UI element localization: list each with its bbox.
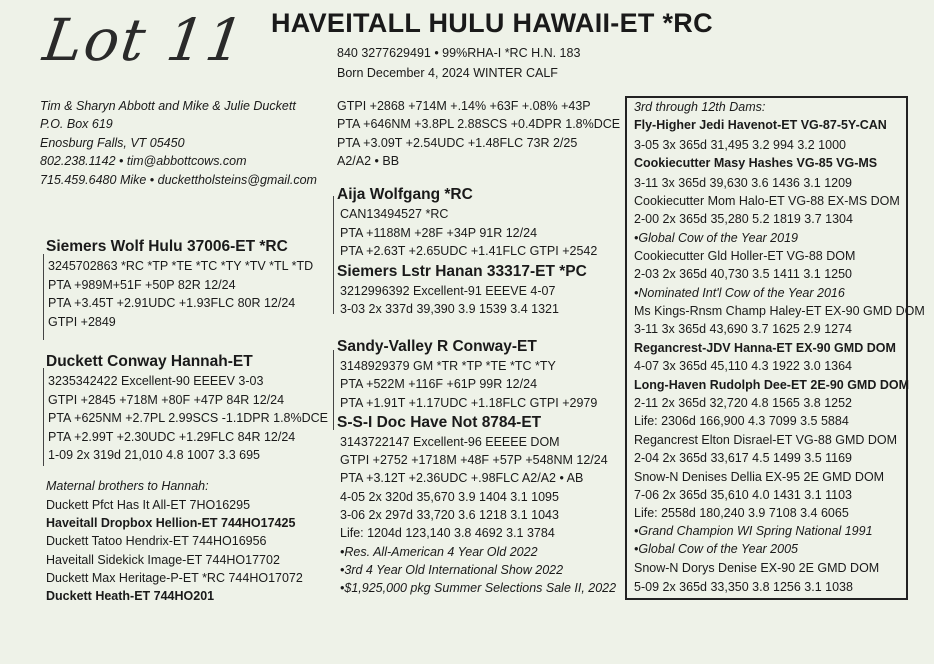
dam-line: 1-09 2x 319d 21,010 4.8 1007 3.3 695	[48, 448, 260, 462]
dam-dam-line: 4-05 2x 320d 35,670 3.9 1404 3.1 1095	[340, 490, 559, 504]
genomic-line: PTA +646NM +3.8PL 2.88SCS +0.4DPR 1.8%DCE	[337, 117, 621, 131]
birth-line: Born December 4, 2024 WINTER CALF	[337, 66, 558, 80]
dams-box-line: Regancrest-JDV Hanna-ET EX-90 GMD DOM	[634, 341, 896, 355]
dam-name: Duckett Conway Hannah-ET	[46, 353, 253, 370]
maternal-brother-item: Duckett Pfct Has It All-ET 7HO16295	[46, 498, 251, 512]
genomic-line: PTA +3.09T +2.54UDC +1.48FLC 73R 2/25	[337, 136, 578, 150]
dams-box-note: •Global Cow of the Year 2019	[634, 231, 798, 245]
dam-line: PTA +2.99T +2.30UDC +1.29FLC 84R 12/24	[48, 430, 296, 444]
sire-sire-name: Aija Wolfgang *RC	[337, 186, 473, 203]
registration-line: 840 3277629491 • 99%RHA-I *RC H.N. 183	[337, 46, 581, 60]
sire-name: Siemers Wolf Hulu 37006-ET *RC	[46, 238, 288, 255]
maternal-brother-item: Duckett Heath-ET 744HO201	[46, 589, 215, 603]
sire-bracket	[43, 254, 44, 340]
sire-sire-line: PTA +1188M +28F +34P 91R 12/24	[340, 226, 538, 240]
dams-box-note: •Nominated Int'l Cow of the Year 2016	[634, 286, 845, 300]
dam-dam-note: •3rd 4 Year Old International Show 2022	[340, 563, 564, 577]
dams-box-line: Cookiecutter Mom Halo-ET VG-88 EX-MS DOM	[634, 194, 900, 208]
dam-line: GTPI +2845 +718M +80F +47P 84R 12/24	[48, 393, 285, 407]
dam-dam-line: PTA +3.12T +2.36UDC +.98FLC A2/A2 • AB	[340, 471, 584, 485]
genomic-line: A2/A2 • BB	[337, 154, 400, 168]
sire-sire-line: PTA +2.63T +2.65UDC +1.41FLC GTPI +2542	[340, 244, 598, 258]
dam-sire-line: PTA +522M +116F +61P 99R 12/24	[340, 377, 538, 391]
owner-contact-1: 802.238.1142 • tim@abbottcows.com	[40, 154, 247, 168]
dams-box-line: Snow-N Dorys Denise EX-90 2E GMD DOM	[634, 561, 880, 575]
sire-line: PTA +989M+51F +50P 82R 12/24	[48, 278, 236, 292]
maternal-brother-item: Haveitall Sidekick Image-ET 744HO17702	[46, 553, 280, 567]
dams-box-line: Fly-Higher Jedi Havenot-ET VG-87-5Y-CAN	[634, 118, 887, 132]
owner-pobox: P.O. Box 619	[40, 117, 113, 131]
maternal-brother-item: Duckett Max Heritage-P-ET *RC 744HO17072	[46, 571, 303, 585]
dams-box-line: Ms Kings-Rnsm Champ Haley-ET EX-90 GMD DOM	[634, 304, 925, 318]
dam-dam-note: •$1,925,000 pkg Summer Selections Sale II, 2022	[340, 581, 617, 595]
dam-sire-name: Sandy-Valley R Conway-ET	[337, 338, 537, 355]
sire-dam-line: 3-03 2x 337d 39,390 3.9 1539 3.4 1321	[340, 302, 559, 316]
dam-sire-line: PTA +1.91T +1.17UDC +1.18FLC GTPI +2979	[340, 396, 598, 410]
sire-dam-line: 3212996392 Excellent-91 EEEVE 4-07	[340, 284, 556, 298]
owner-contact-2: 715.459.6480 Mike • duckettholsteins@gmail.com	[40, 173, 317, 187]
dam-sire-line: 3148929379 GM *TR *TP *TE *TC *TY	[340, 359, 556, 373]
dam-sire-bracket	[333, 350, 334, 430]
dam-dam-line: GTPI +2752 +1718M +48F +57P +548NM 12/24	[340, 453, 608, 467]
owner-city: Enosburg Falls, VT 05450	[40, 136, 185, 150]
dams-box-note: •Grand Champion WI Spring National 1991	[634, 524, 873, 538]
dam-bracket	[43, 368, 44, 466]
maternal-brother-item: Duckett Tatoo Hendrix-ET 744HO16956	[46, 534, 267, 548]
dams-box-line: Life: 2558d 180,240 3.9 7108 3.4 6065	[634, 506, 849, 520]
dams-box-line: Cookiecutter Gld Holler-ET VG-88 DOM	[634, 249, 856, 263]
dams-box-line: 3-11 3x 365d 43,690 3.7 1625 2.9 1274	[634, 322, 853, 336]
dams-box-line: 4-07 3x 365d 45,110 4.3 1922 3.0 1364	[634, 359, 853, 373]
dams-box-line: 7-06 2x 365d 35,610 4.0 1431 3.1 1103	[634, 488, 853, 502]
dam-line: PTA +625NM +2.7PL 2.99SCS -1.1DPR 1.8%DCE	[48, 411, 328, 425]
sire-line: 3245702863 *RC *TP *TE *TC *TY *TV *TL *TD	[48, 259, 314, 273]
dams-box-line: Life: 2306d 166,900 4.3 7099 3.5 5884	[634, 414, 849, 428]
dams-box-line: 2-00 2x 365d 35,280 5.2 1819 3.7 1304	[634, 212, 853, 226]
sire-dam-name: Siemers Lstr Hanan 33317-ET *PC	[337, 263, 587, 280]
dam-dam-line: Life: 1204d 123,140 3.8 4692 3.1 3784	[340, 526, 555, 540]
sire-line: GTPI +2849	[48, 315, 116, 329]
dams-box-heading: 3rd through 12th Dams:	[634, 100, 766, 114]
dams-box-line: 3-11 3x 365d 39,630 3.6 1436 3.1 1209	[634, 176, 853, 190]
dams-box-line: 2-04 2x 365d 33,617 4.5 1499 3.5 1169	[634, 451, 853, 465]
dam-dam-line: 3-06 2x 297d 33,720 3.6 1218 3.1 1043	[340, 508, 559, 522]
dams-box-note: •Global Cow of the Year 2005	[634, 542, 798, 556]
dams-box-line: 2-03 2x 365d 40,730 3.5 1411 3.1 1250	[634, 267, 853, 281]
dams-box-line: Snow-N Denises Dellia EX-95 2E GMD DOM	[634, 470, 885, 484]
sire-line: PTA +3.45T +2.91UDC +1.93FLC 80R 12/24	[48, 296, 296, 310]
page-title: HAVEITALL HULU HAWAII-ET *RC	[271, 8, 713, 38]
dam-dam-line: 3143722147 Excellent-96 EEEEE DOM	[340, 435, 560, 449]
maternal-heading: Maternal brothers to Hannah:	[46, 479, 209, 493]
dam-dam-name: S-S-I Doc Have Not 8784-ET	[337, 414, 542, 431]
owner-names: Tim & Sharyn Abbott and Mike & Julie Duckett	[40, 99, 296, 113]
dam-dam-note: •Res. All-American 4 Year Old 2022	[340, 545, 538, 559]
dams-box-line: Long-Haven Rudolph Dee-ET 2E-90 GMD DOM	[634, 378, 910, 392]
dams-box-line: Regancrest Elton Disrael-ET VG-88 GMD DOM	[634, 433, 898, 447]
dams-box-line: 3-05 3x 365d 31,495 3.2 994 3.2 1000	[634, 138, 846, 152]
sire-sire-line: CAN13494527 *RC	[340, 207, 449, 221]
genomic-line: GTPI +2868 +714M +.14% +63F +.08% +43P	[337, 99, 591, 113]
lot-number: Lot 11	[39, 6, 250, 74]
sire-sire-bracket	[333, 196, 334, 314]
dams-box-line: 2-11 2x 365d 32,720 4.8 1565 3.8 1252	[634, 396, 853, 410]
dams-box-line: Cookiecutter Masy Hashes VG-85 VG-MS	[634, 156, 878, 170]
dam-line: 3235342422 Excellent-90 EEEEV 3-03	[48, 374, 264, 388]
maternal-brother-item: Haveitall Dropbox Hellion-ET 744HO17425	[46, 516, 296, 530]
dams-box-line: 5-09 2x 365d 33,350 3.8 1256 3.1 1038	[634, 580, 853, 594]
